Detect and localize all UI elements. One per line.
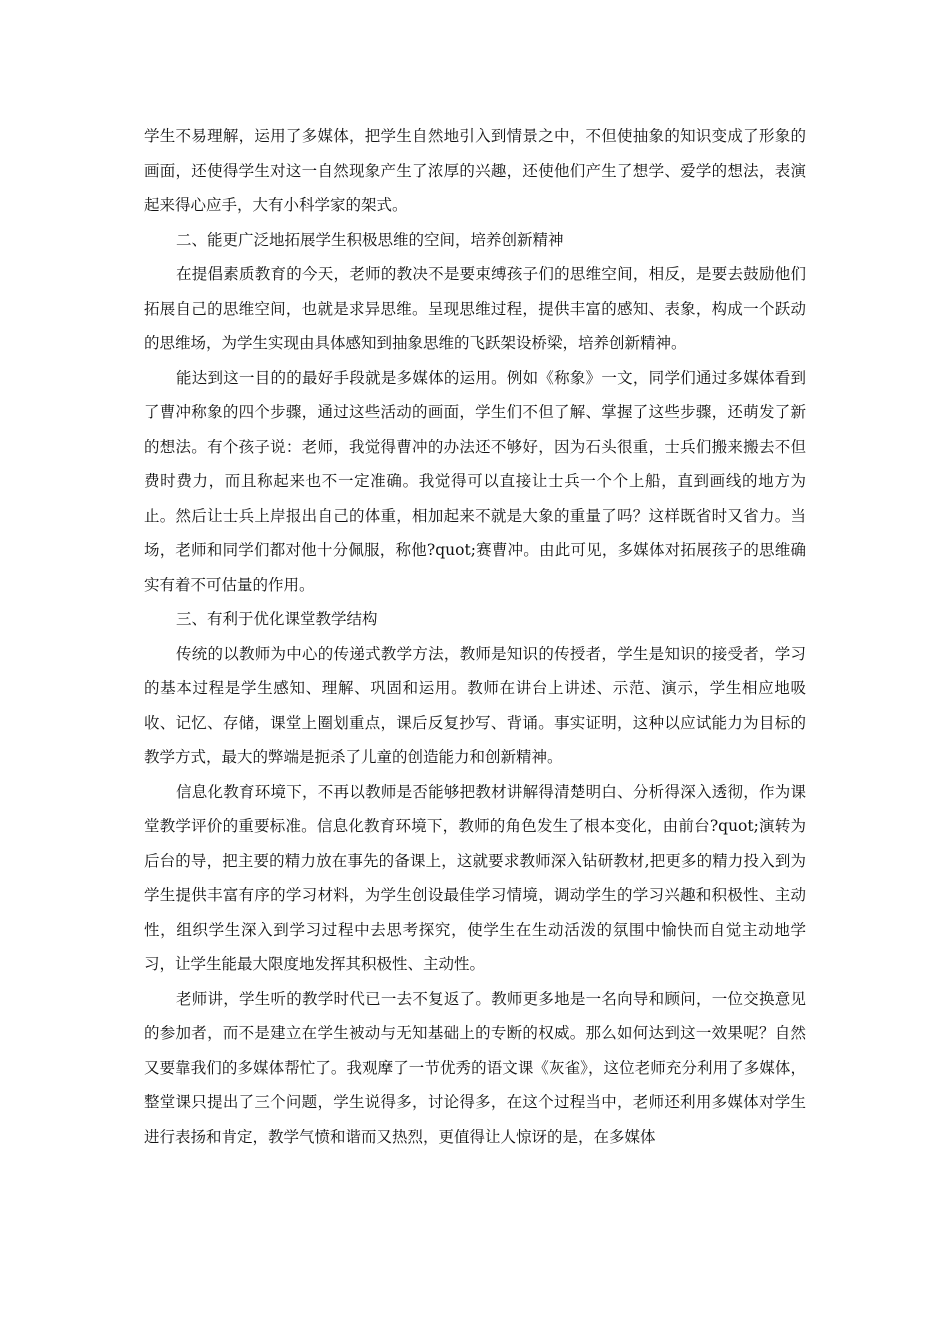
section-heading-3: 三、有利于优化课堂教学结构 — [176, 610, 378, 628]
paragraph: 能达到这一目的的最好手段就是多媒体的运用。例如《称象》一文，同学们通过多媒体看到了曹冲称象的四个步骤，通过这些活动的画面，学生们不但了解、掌握了这些步骤，还萌发了新的想法。有个孩子说：老师，我觉得曹冲的办法还不够好，因为石头很重，士兵们搬来搬去不但费时费力，而且称起来也不一定准确。我觉得可以直接让士兵一个个上船，直到画线的地方为止。然后让士兵上岸报出自己的体重，相加起来不就是大象的重量了吗？这样既省时又省力。当场，老师和同学们都对他十分佩服，称他?quot;赛曹冲。由此可见，多媒体对拓展孩子的思维确实有着不可估量的作用。 — [144, 368, 806, 594]
paragraph: 在提倡素质教育的今天，老师的教决不是要束缚孩子们的思维空间，相反，是要去鼓励他们拓展自己的思维空间，也就是求异思维。呈现思维过程，提供丰富的感知、表象，构成一个跃动的思维场，为学生实现由具体感知到抽象思维的飞跃架设桥梁，培养创新精神。 — [144, 265, 806, 352]
paragraph: 老师讲，学生听的教学时代已一去不复返了。教师更多地是一名向导和顾问，一位交换意见的参加者，而不是建立在学生被动与无知基础上的专断的权威。那么如何达到这一效果呢？自然又要靠我们的多媒体帮忙了。我观摩了一节优秀的语文课《灰雀》，这位老师充分利用了多媒体，整堂课只提出了三个问题，学生说得多，讨论得多，在这个过程当中，老师还利用多媒体对学生进行表扬和肯定，教学气愤和谐而又热烈，更值得让人惊讶的是，在多媒体 — [144, 989, 806, 1146]
document-page — [144, 119, 806, 1154]
section-heading-2: 二、能更广泛地拓展学生积极思维的空间，培养创新精神 — [176, 230, 564, 249]
paragraph: 传统的以教师为中心的传递式教学方法，教师是知识的传授者，学生是知识的接受者，学习的基本过程是学生感知、理解、巩固和运用。教师在讲台上讲述、示范、演示，学生相应地吸收、记忆、存储，课堂上圈划重点，课后反复抄写、背诵。事实证明，这种以应试能力为目标的教学方式，最大的弊端是扼杀了儿童的创造能力和创新精神。 — [144, 644, 806, 766]
paragraph: 信息化教育环境下，不再以教师是否能够把教材讲解得清楚明白、分析得深入透彻，作为课堂教学评价的重要标准。信息化教育环境下，教师的角色发生了根本变化，由前台?quot;演转为后台的导，把主要的精力放在事先的备课上，这就要求教师深入钻研教材,把更多的精力投入到为学生提供丰富有序的学习材料，为学生创设最佳学习情境，调动学生的学习兴趣和积极性、主动性，组织学生深入到学习过程中去思考探究，使学生在生动活泼的氛围中愉快而自觉主动地学习，让学生能最大限度地发挥其积极性、主动性。 — [144, 782, 806, 973]
paragraph-continuation: 学生不易理解，运用了多媒体，把学生自然地引入到情景之中，不但使抽象的知识变成了形象的画面，还使得学生对这一自然现象产生了浓厚的兴趣，还使他们产生了想学、爱学的想法，表演起来得心应手，大有小科学家的架式。 — [144, 127, 806, 214]
